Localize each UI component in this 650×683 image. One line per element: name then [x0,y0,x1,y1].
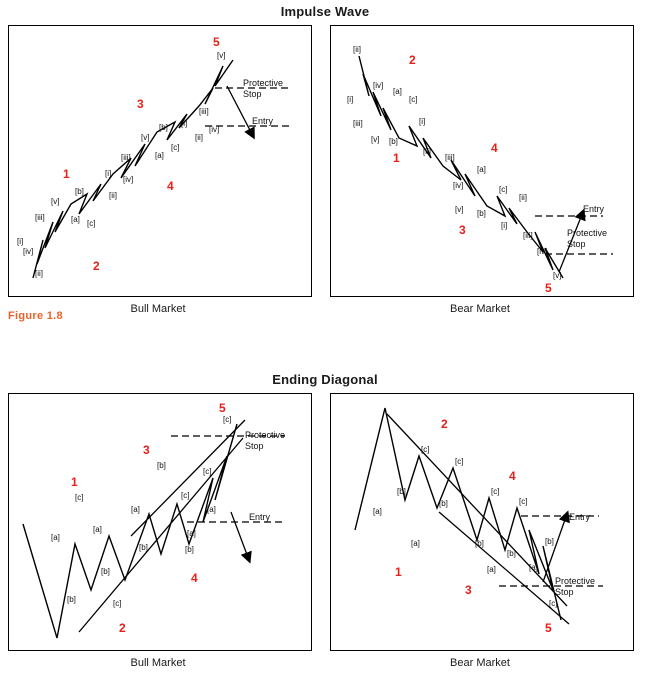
impulse-bull-sub-12: [iv] [123,175,134,184]
impulse-bear-svg [331,26,633,296]
diagonal-bull-sub-3: [c] [113,599,122,608]
impulse-bull-wave-2: 2 [93,259,100,273]
impulse-bear-wave-4: 4 [491,141,498,155]
diagonal-bull-annotation-stop: Stop [245,441,264,451]
diagonal-bull-sub-13: [a] [207,505,216,514]
impulse-bull-chart [8,25,312,297]
diagonal-bear-sub-1: [b] [397,487,406,496]
diagonal-bull-sub-8: [b] [139,543,148,552]
diagonal-bear-sub-8: [c] [491,487,500,496]
diagonal-bear-wave-3: 3 [465,583,472,597]
impulse-bear-sub-2: [i] [347,95,354,104]
diagonal-bear-chart [330,393,634,651]
ending-diagonal-title: Ending Diagonal [272,372,378,387]
diagonal-bear-sub-12: [a] [529,563,538,572]
diagonal-bull-sub-5: [b] [101,567,110,576]
impulse-bear-sub-20: [iv] [537,247,548,256]
impulse-bull-wave-4: 4 [167,179,174,193]
impulse-bear-sub-9: [i] [419,117,426,126]
impulse-bear-sub-7: [b] [389,137,398,146]
diagonal-bull-sub-7: [a] [131,505,140,514]
diagonal-bear-sub-9: [a] [487,565,496,574]
diagonal-bear-sub-5: [c] [455,457,464,466]
impulse-bear-sub-1: [ii] [353,45,361,54]
impulse-bear-wave-1: 1 [393,151,400,165]
impulse-bear-wave-5: 5 [545,281,552,295]
diagonal-bull-svg [9,394,311,650]
diagonal-bear-sub-6: [a] [411,539,420,548]
diagonal-bull-wave-1: 1 [71,475,78,489]
impulse-bear-sub-18: [ii] [519,193,527,202]
diagonal-bull-sub-4: [a] [93,525,102,534]
diagonal-bull-wave-4: 4 [191,571,198,585]
diagonal-bull-sub-1: [a] [51,533,60,542]
impulse-bear-sub-4: [iv] [373,81,384,90]
figure-label-1-8: Figure 1.8 [8,310,63,322]
diagonal-bear-annotation-protective: Protective [555,576,596,586]
impulse-bear-sub-14: [a] [477,165,486,174]
impulse-bull-sub-18: [ii] [195,133,203,142]
impulse-bear-annotation-entry: Entry [583,204,605,214]
diagonal-bull-caption: Bull Market [130,657,186,669]
impulse-bear-annotation-stop: Stop [567,239,586,249]
impulse-bear-sub-12: [iv] [453,181,464,190]
impulse-bull-sub-11: [iii] [121,153,131,162]
diagonal-bull-wave-2: 2 [119,621,126,635]
diagonal-bull-wave-3: 3 [143,443,150,457]
figure-impulse-wave [0,4,650,322]
diagonal-bear-svg [331,394,633,650]
diagonal-bull-sub-10: [a] [187,529,196,538]
impulse-bull-sub-14: [a] [155,151,164,160]
impulse-bear-sub-19: [iii] [523,231,533,240]
diagonal-bear-wave-5: 5 [545,621,552,635]
impulse-bear-sub-13: [v] [455,205,464,214]
impulse-bear-sub-10: [ii] [423,147,431,156]
impulse-bear-sub-5: [v] [371,135,380,144]
impulse-bull-caption: Bull Market [130,303,186,315]
diagonal-bull-sub-14: [b] [185,545,194,554]
diagonal-bull-wave-5: 5 [219,401,226,415]
impulse-bull-sub-1: [i] [17,237,24,246]
impulse-bull-sub-21: [v] [217,51,226,60]
diagonal-bear-sub-13: [b] [545,537,554,546]
impulse-bear-caption: Bear Market [450,303,510,315]
impulse-bear-sub-16: [c] [499,185,508,194]
diagonal-bull-sub-11: [b] [157,461,166,470]
impulse-bull-sub-3: [iii] [35,213,45,222]
impulse-bull-sub-19: [iii] [199,107,209,116]
impulse-bull-sub-7: [b] [75,187,84,196]
diagonal-bull-sub-2: [b] [67,595,76,604]
diagonal-bull-sub-15: [c] [223,415,232,424]
impulse-bull-svg [9,26,311,296]
diagonal-bear-sub-10: [b] [507,549,516,558]
diagonal-bear-sub-7: [b] [475,539,484,548]
impulse-bear-wave-2: 2 [409,53,416,67]
diagonal-bear-wave-2: 2 [441,417,448,431]
impulse-bear-sub-6: [a] [393,87,402,96]
diagonal-bear-sub-4: [b] [439,499,448,508]
diagonal-bull-sub-6: [c] [75,493,84,502]
diagonal-bear-wave-4: 4 [509,469,516,483]
diagonal-bear-annotation-stop: Stop [555,587,574,597]
diagonal-bull-annotation-entry: Entry [249,512,271,522]
impulse-bull-sub-20: [iv] [209,125,220,134]
impulse-bull-annotation-stop: Stop [243,89,262,99]
diagonal-bull-sub-9: [c] [181,491,190,500]
impulse-bear-wave-3: 3 [459,223,466,237]
impulse-bear-sub-21: [v] [553,271,562,280]
impulse-bull-sub-10: [ii] [109,191,117,200]
diagonal-bear-caption: Bear Market [450,657,510,669]
impulse-bull-annotation-entry: Entry [252,116,274,126]
diagonal-bear-sub-11: [c] [519,497,528,506]
impulse-bull-annotation-protective: Protective [243,78,284,88]
impulse-bull-sub-8: [c] [87,219,96,228]
impulse-bear-sub-17: [i] [501,221,508,230]
impulse-bull-sub-5: [v] [51,197,60,206]
impulse-bull-sub-2: [ii] [35,269,43,278]
impulse-wave-title: Impulse Wave [280,4,370,19]
impulse-bull-sub-4: [iv] [23,247,34,256]
diagonal-bull-annotation-protective: Protective [245,430,286,440]
diagonal-bull-sub-12: [c] [203,467,212,476]
impulse-bull-sub-13: [v] [141,133,150,142]
diagonal-bull-chart [8,393,312,651]
impulse-bull-wave-5: 5 [213,35,220,49]
impulse-bull-sub-17: [i] [181,119,188,128]
diagonal-bear-sub-3: [a] [373,507,382,516]
impulse-bear-annotation-protective: Protective [567,228,608,238]
diagonal-bear-sub-14: [c] [549,599,558,608]
figure-ending-diagonal [0,372,650,683]
impulse-bear-sub-11: [iii] [445,153,455,162]
diagonal-bear-sub-2: [c] [421,445,430,454]
impulse-bull-sub-6: [a] [71,215,80,224]
diagonal-bear-annotation-entry: Entry [569,512,591,522]
impulse-bear-sub-15: [b] [477,209,486,218]
impulse-bull-sub-15: [b] [159,123,168,132]
impulse-bull-sub-9: [i] [105,169,112,178]
impulse-bear-sub-3: [iii] [353,119,363,128]
diagonal-bear-wave-1: 1 [395,565,402,579]
impulse-bull-wave-3: 3 [137,97,144,111]
impulse-bull-sub-16: [c] [171,143,180,152]
impulse-bull-wave-1: 1 [63,167,70,181]
impulse-bear-chart [330,25,634,297]
impulse-bear-sub-8: [c] [409,95,418,104]
